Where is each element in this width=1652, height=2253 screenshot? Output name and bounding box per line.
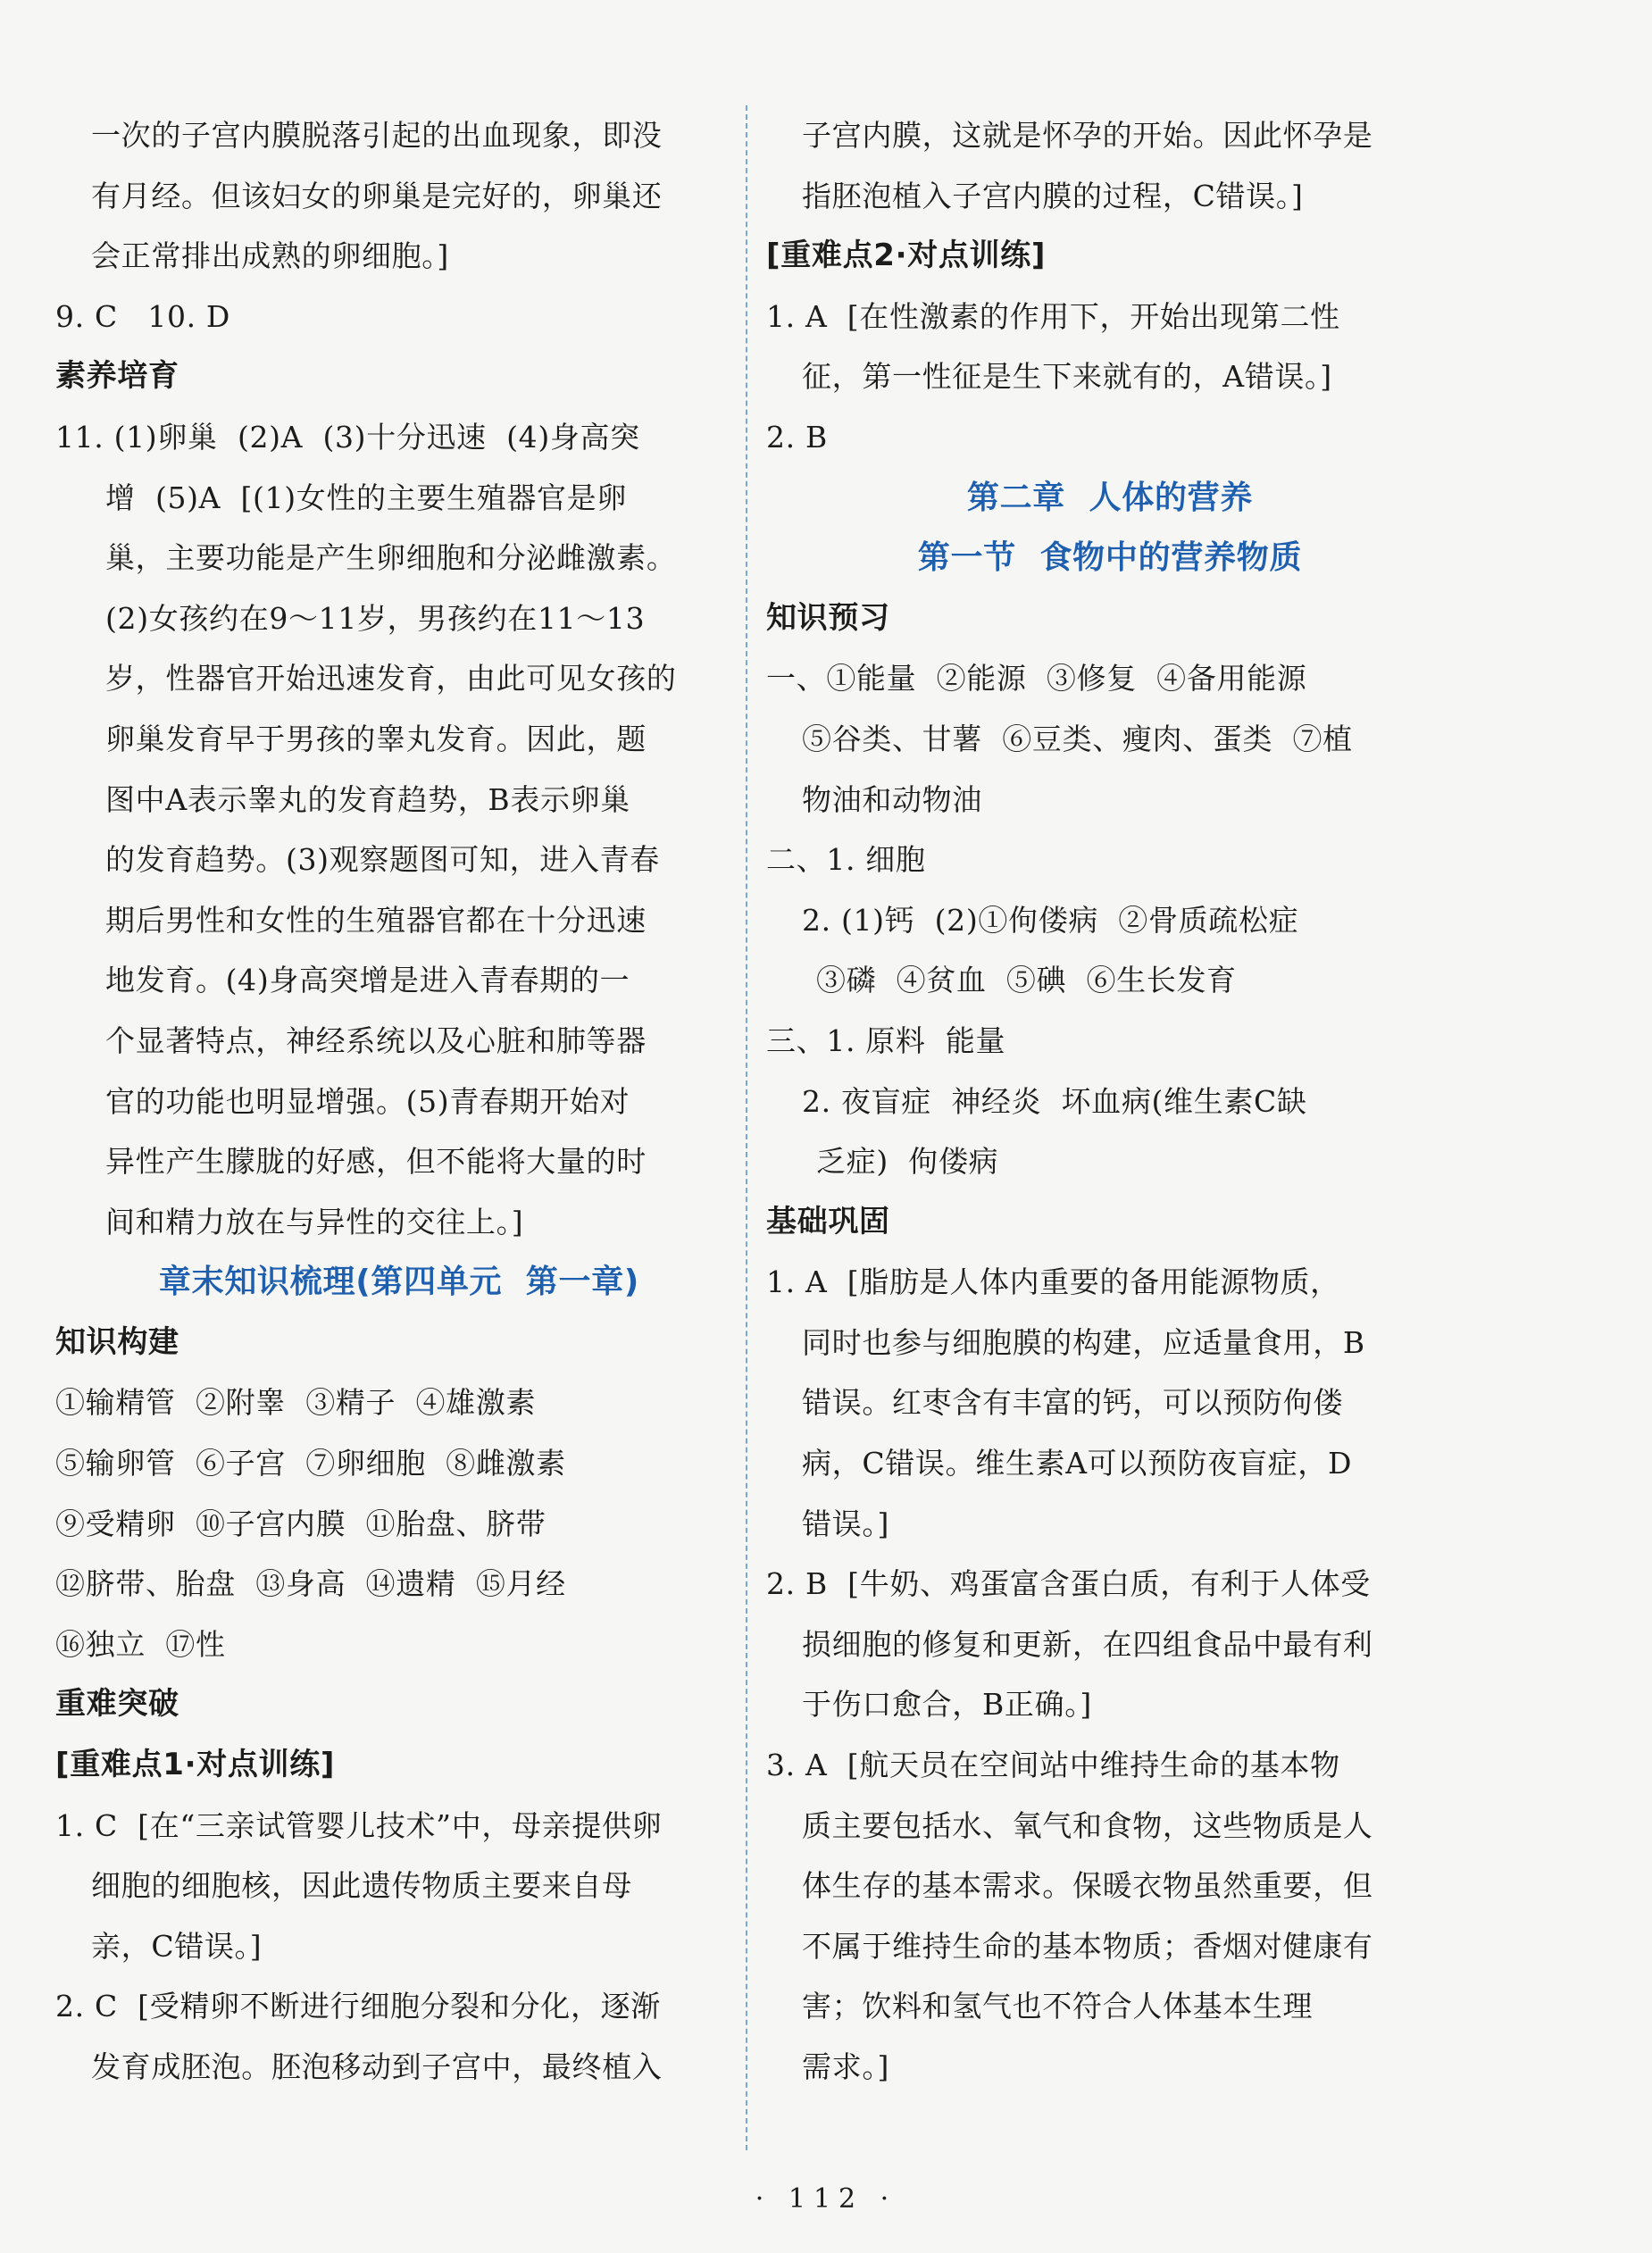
text-line: (2)女孩约在9～11岁，男孩约在11～13 — [105, 600, 646, 636]
text-line: 岁，性器官开始迅速发育，由此可见女孩的 — [105, 661, 677, 697]
text-line: 二、1. 细胞 — [766, 842, 926, 878]
text-line: 细胞的细胞核，因此遗传物质主要来自母 — [91, 1868, 632, 1904]
subheading: [重难点1·对点训练] — [55, 1747, 336, 1783]
text-line: 2. (1)钙 (2)①佝偻病 ②骨质疏松症 — [802, 902, 1299, 938]
text-line: 物油和动物油 — [802, 781, 982, 817]
text-line: 征，第一性征是生下来就有的，A错误。] — [802, 359, 1332, 395]
text-line: 2. C [受精卵不断进行细胞分裂和分化，逐渐 — [55, 1989, 661, 2024]
subheading: 基础巩固 — [766, 1203, 890, 1239]
text-line: 质主要包括水、氧气和食物，这些物质是人 — [802, 1807, 1373, 1843]
section-heading: 章末知识梳理(第四单元 第一章) — [158, 1264, 640, 1301]
right-column — [766, 105, 1454, 2098]
text-line: 2. B [牛奶、鸡蛋富含蛋白质，有利于人体受 — [766, 1566, 1371, 1602]
text-line: ⑯独立 ⑰性 — [55, 1626, 226, 1662]
text-line: 间和精力放在与异性的交往上。] — [105, 1204, 524, 1239]
text-line: 体生存的基本需求。保暖衣物虽然重要，但 — [802, 1868, 1373, 1904]
text-line: 会正常排出成熟的卵细胞。] — [91, 238, 449, 274]
text-line: 1. A [脂肪是人体内重要的备用能源物质， — [766, 1264, 1340, 1300]
text-line: 2. B — [766, 419, 828, 455]
text-line: 于伤口愈合，B正确。] — [802, 1687, 1092, 1723]
text-line: ⑫脐带、胎盘 ⑬身高 ⑭遗精 ⑮月经 — [55, 1566, 566, 1602]
text-line: 害；饮料和氢气也不符合人体基本生理 — [802, 1989, 1314, 2024]
text-line: 地发育。(4)身高突增是进入青春期的一 — [105, 963, 630, 998]
text-line: 一次的子宫内膜脱落引起的出血现象，即没 — [91, 118, 663, 153]
text-line: 1. C [在“三亲试管婴儿技术”中，母亲提供卵 — [55, 1807, 663, 1843]
subheading: 知识构建 — [55, 1323, 179, 1360]
text-line: 9. C 10. D — [55, 298, 231, 334]
subheading: 知识预习 — [766, 599, 890, 636]
text-line: 2. 夜盲症 神经炎 坏血病(维生素C缺 — [802, 1083, 1307, 1119]
text-line: 三、1. 原料 能量 — [766, 1022, 1006, 1058]
text-line: 期后男性和女性的生殖器官都在十分迅速 — [105, 902, 647, 938]
text-line: 亲，C错误。] — [91, 1928, 263, 1964]
text-line: 个显著特点，神经系统以及心脏和肺等器 — [105, 1022, 647, 1058]
text-line: 指胚泡植入子宫内膜的过程，C错误。] — [802, 178, 1304, 213]
text-line: ⑨受精卵 ⑩子宫内膜 ⑪胎盘、脐带 — [55, 1506, 546, 1541]
section-heading: 第一节 食物中的营养物质 — [917, 539, 1303, 577]
text-line: ①输精管 ②附睾 ③精子 ④雄激素 — [55, 1385, 537, 1421]
text-line: 乏症) 佝偻病 — [816, 1144, 999, 1180]
subheading: [重难点2·对点训练] — [766, 238, 1047, 274]
section-heading: 第二章 人体的营养 — [966, 479, 1254, 516]
subheading: 重难突破 — [55, 1686, 179, 1723]
text-line: 子宫内膜，这就是怀孕的开始。因此怀孕是 — [802, 118, 1373, 153]
text-line: 3. A [航天员在空间站中维持生命的基本物 — [766, 1748, 1340, 1783]
text-line: 同时也参与细胞膜的构建，应适量食用，B — [802, 1324, 1365, 1360]
text-line: 有月经。但该妇女的卵巢是完好的，卵巢还 — [91, 178, 663, 213]
text-line: 需求。] — [802, 2049, 890, 2084]
text-line: 发育成胚泡。胚泡移动到子宫中，最终植入 — [91, 2049, 663, 2084]
text-line: 异性产生朦胧的好感，但不能将大量的时 — [105, 1144, 647, 1180]
text-line: 一、①能量 ②能源 ③修复 ④备用能源 — [766, 661, 1307, 697]
text-line: 错误。] — [802, 1506, 890, 1541]
text-line: 图中A表示睾丸的发育趋势，B表示卵巢 — [105, 781, 630, 817]
text-line: 1. A [在性激素的作用下，开始出现第二性 — [766, 298, 1340, 334]
text-line: 错误。红枣含有丰富的钙，可以预防佝偻 — [802, 1385, 1343, 1421]
page-number: · 112 · — [755, 2183, 897, 2215]
text-line: ③磷 ④贫血 ⑤碘 ⑥生长发育 — [816, 963, 1237, 998]
text-line: 卵巢发育早于男孩的睾丸发育。因此，题 — [105, 721, 647, 756]
text-line: 巢，主要功能是产生卵细胞和分泌雌激素。 — [105, 540, 677, 576]
subheading: 素养培育 — [55, 358, 179, 395]
text-line: ⑤谷类、甘薯 ⑥豆类、瘦肉、蛋类 ⑦植 — [802, 721, 1353, 756]
column-divider — [746, 105, 747, 2150]
text-line: 增 (5)A [(1)女性的主要生殖器官是卵 — [105, 480, 627, 515]
text-line: 11. (1)卵巢 (2)A (3)十分迅速 (4)身高突 — [55, 419, 640, 455]
text-line: ⑤输卵管 ⑥子宫 ⑦卵细胞 ⑧雌激素 — [55, 1446, 566, 1481]
text-line: 不属于维持生命的基本物质；香烟对健康有 — [802, 1928, 1373, 1964]
text-line: 损细胞的修复和更新，在四组食品中最有利 — [802, 1626, 1373, 1662]
text-line: 的发育趋势。(3)观察题图可知，进入青春 — [105, 842, 660, 878]
text-line: 官的功能也明显增强。(5)青春期开始对 — [105, 1083, 630, 1119]
text-line: 病，C错误。维生素A可以预防夜盲症，D — [802, 1446, 1353, 1481]
left-column — [55, 105, 743, 2098]
